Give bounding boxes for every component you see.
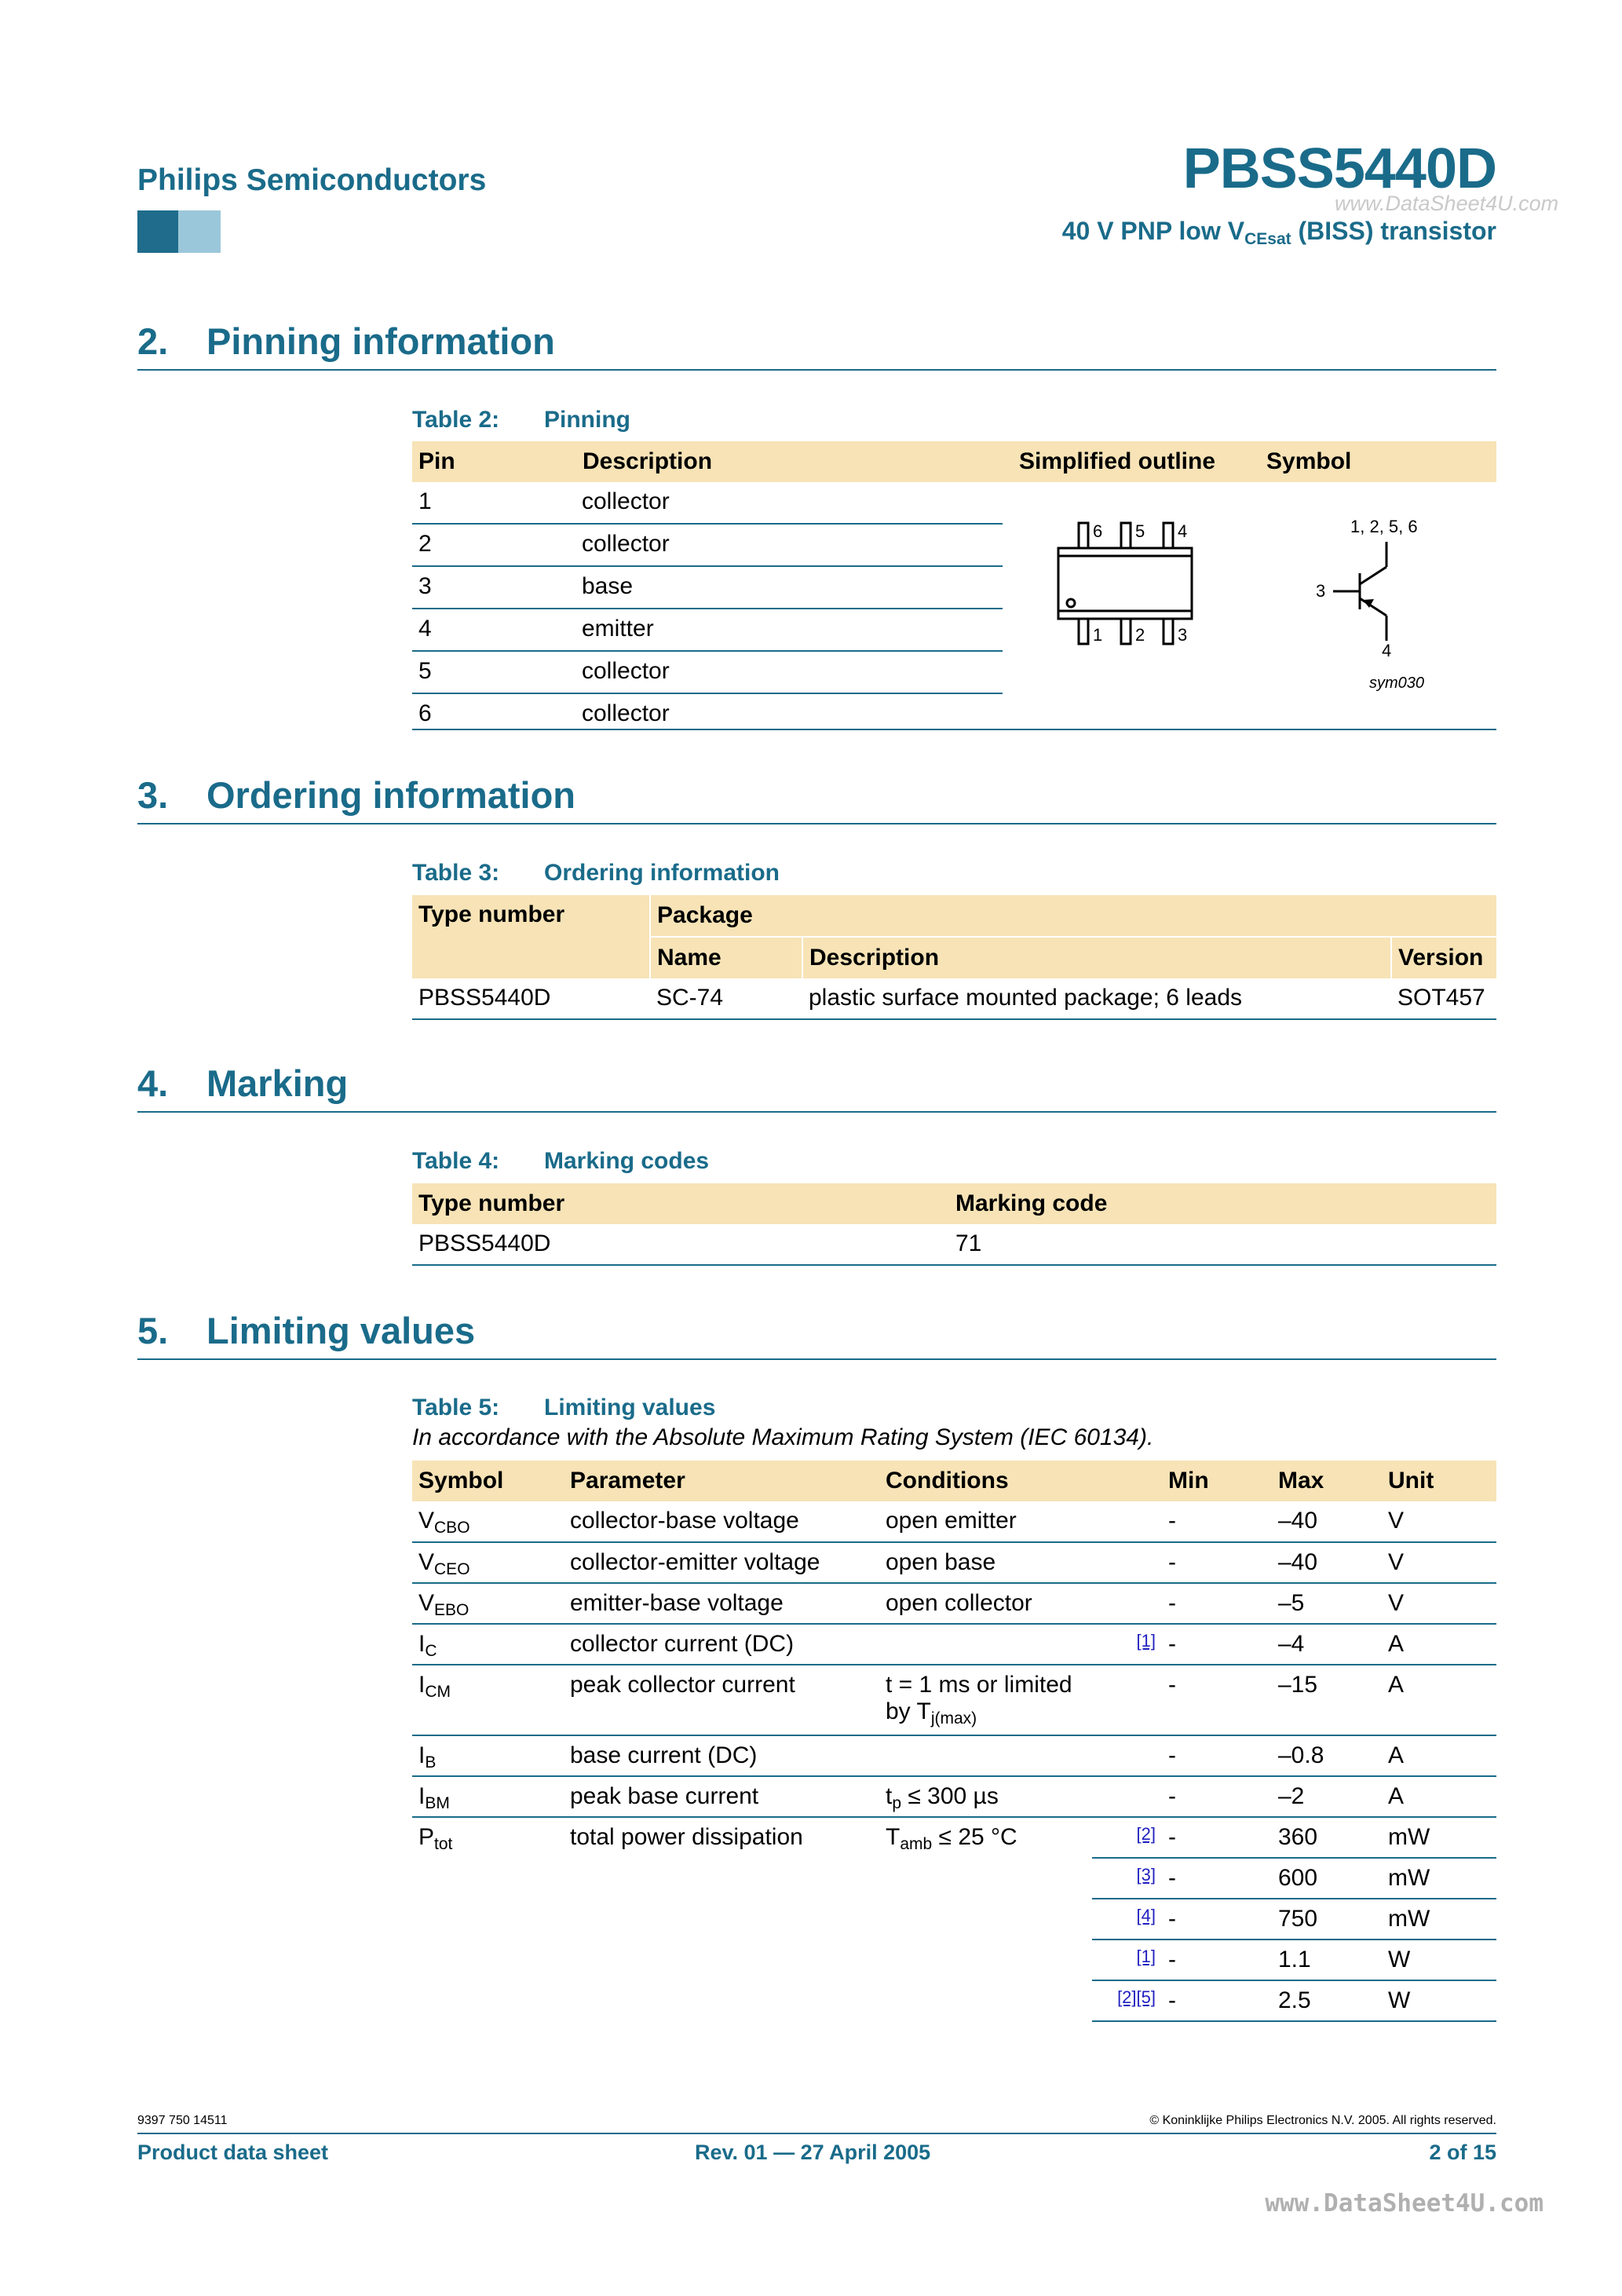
pin-number: 2	[418, 531, 432, 557]
part-number: PBSS5440D	[1182, 137, 1496, 200]
limit-parameter	[564, 1940, 879, 1980]
limit-max: 1.1	[1272, 1940, 1382, 1980]
limit-row	[412, 1817, 1496, 1858]
limit-unit: V	[1382, 1583, 1496, 1624]
footnote-link[interactable]: [1]	[1136, 1947, 1156, 1966]
outline-pin-2: 2	[1135, 625, 1145, 645]
limit-footnote-ref	[1092, 1583, 1162, 1624]
outline-pin-1: 1	[1093, 625, 1103, 645]
limit-symbol	[412, 1858, 564, 1899]
pin-number: 3	[418, 573, 432, 599]
th-lv-max: Max	[1272, 1461, 1382, 1501]
limit-min: -	[1162, 1858, 1272, 1899]
sc74-package-outline	[1044, 510, 1217, 660]
limit-row	[412, 1776, 1496, 1817]
pin-row	[412, 609, 1003, 652]
limit-row	[412, 1542, 1496, 1583]
limit-row	[412, 1665, 1496, 1735]
table5-note: In accordance with the Absolute Maximum Rating System (IEC 60134).	[412, 1424, 1154, 1450]
th-outline: Simplified outline	[1013, 441, 1260, 482]
footnote-link[interactable]: [2]	[1117, 1987, 1137, 2007]
pinning-rows	[412, 482, 1003, 735]
table5-caption: Table 5: Limiting values	[412, 1395, 716, 1420]
limit-symbol: $V_{EBO}$	[412, 1583, 564, 1624]
outline-pin-6: 6	[1093, 521, 1103, 541]
limit-max: 750	[1272, 1899, 1382, 1940]
limit-row	[412, 1899, 1496, 1940]
ordering-table	[412, 895, 1496, 1020]
th-description: Description	[576, 441, 1013, 482]
th-marking-code: Marking code	[949, 1183, 1496, 1224]
limit-min: -	[1162, 1665, 1272, 1735]
symbol-collector-label: 1, 2, 5, 6	[1350, 517, 1418, 536]
watermark-bottom: www.DataSheet4U.com	[1265, 2189, 1543, 2217]
table2-caption: Table 2: Pinning	[412, 407, 630, 433]
limit-footnote-ref	[1092, 1542, 1162, 1583]
section-pinning-heading: 2. Pinning information	[137, 314, 1496, 371]
limit-conditions: $T_{amb} \le 25$ °C	[886, 1824, 1017, 1853]
footnote-link[interactable]: [3]	[1136, 1865, 1156, 1885]
limit-max: –40	[1272, 1501, 1382, 1542]
th-type-number: Type number	[412, 895, 650, 978]
header-block-light	[178, 210, 221, 253]
limit-conditions	[879, 1858, 1092, 1899]
pin-row	[412, 482, 1003, 525]
limit-conditions: open collector	[879, 1583, 1092, 1624]
limit-footnote-ref	[1092, 1776, 1162, 1817]
pinning-table	[412, 441, 1496, 482]
limit-symbol: $I_{BM}$	[412, 1776, 564, 1817]
limit-unit: A	[1382, 1624, 1496, 1665]
limit-symbol: $V_{CEO}$	[412, 1542, 564, 1583]
limit-conditions: open base	[879, 1542, 1092, 1583]
limit-min: -	[1162, 1817, 1272, 1858]
footer-doc-type: Product data sheet	[137, 2141, 329, 2164]
limit-max: 600	[1272, 1858, 1382, 1899]
ordering-type: PBSS5440D	[412, 978, 650, 1019]
limit-conditions: $t_p \le 300$ µs	[879, 1776, 1092, 1817]
ordering-row	[412, 978, 1496, 1019]
limit-conditions	[879, 1735, 1092, 1776]
limit-symbol	[412, 1980, 564, 2021]
limit-min: -	[1162, 1980, 1272, 2021]
limit-footnote-ref	[1092, 1501, 1162, 1542]
section-limiting-heading: 5. Limiting values	[137, 1303, 1496, 1360]
limit-symbol	[412, 1940, 564, 1980]
th-package: Package	[650, 895, 1496, 937]
limit-max: 2.5	[1272, 1980, 1382, 2021]
limit-unit: W	[1382, 1940, 1496, 1980]
th-lv-min: Min	[1162, 1461, 1272, 1501]
th-lv-unit: Unit	[1382, 1461, 1496, 1501]
limit-footnote-ref	[1092, 1858, 1162, 1899]
pin-row	[412, 525, 1003, 567]
pin-row	[412, 567, 1003, 609]
limit-parameter: collector current (DC)	[564, 1624, 879, 1665]
footnote-link[interactable]: [2]	[1136, 1824, 1156, 1844]
limit-symbol: $I_C$	[412, 1624, 564, 1665]
limit-max: –0.8	[1272, 1735, 1382, 1776]
footer-revision: Rev. 01 — 27 April 2005	[695, 2141, 931, 2164]
limit-unit: V	[1382, 1501, 1496, 1542]
ordering-description: plastic surface mounted package; 6 leads	[802, 978, 1391, 1019]
limit-max: –2	[1272, 1776, 1382, 1817]
marking-type: PBSS5440D	[412, 1224, 949, 1265]
limit-min: -	[1162, 1501, 1272, 1542]
limit-min: -	[1162, 1776, 1272, 1817]
pin-description: collector	[582, 488, 670, 514]
limit-parameter: base current (DC)	[564, 1735, 879, 1776]
limit-conditions: open emitter	[879, 1501, 1092, 1542]
limit-conditions	[879, 1940, 1092, 1980]
table4-caption: Table 4: Marking codes	[412, 1148, 710, 1174]
limit-row	[412, 1858, 1496, 1899]
outline-pin-4: 4	[1178, 521, 1188, 541]
limit-unit: A	[1382, 1776, 1496, 1817]
marking-row	[412, 1224, 1496, 1265]
limit-unit: mW	[1382, 1858, 1496, 1899]
pin-description: base	[582, 573, 634, 599]
limit-row	[412, 1940, 1496, 1980]
limit-max: –40	[1272, 1542, 1382, 1583]
pin-number: 5	[418, 658, 432, 684]
limit-footnote-ref	[1092, 1624, 1162, 1665]
limit-symbol: $V_{CBO}$	[412, 1501, 564, 1542]
limit-max: 360	[1272, 1817, 1382, 1858]
limit-max: –4	[1272, 1624, 1382, 1665]
limit-symbol: $I_{CM}$	[412, 1665, 564, 1735]
pin-number: 1	[418, 488, 432, 514]
limit-row	[412, 1980, 1496, 2021]
limit-symbol	[412, 1899, 564, 1940]
footer-rule	[137, 2133, 1496, 2134]
pin-description: emitter	[582, 616, 654, 642]
footnote-link[interactable]: [4]	[1136, 1906, 1156, 1925]
limit-parameter: collector-emitter voltage	[564, 1542, 879, 1583]
marking-code: 71	[949, 1224, 1496, 1265]
limit-max: –5	[1272, 1583, 1382, 1624]
th-marking-type: Type number	[412, 1183, 949, 1224]
limit-symbol: $I_B$	[412, 1735, 564, 1776]
limit-row	[412, 1501, 1496, 1542]
limit-parameter	[564, 1899, 879, 1940]
limit-symbol: $P_{tot}$	[418, 1824, 453, 1853]
limit-parameter: peak collector current	[564, 1665, 879, 1735]
pnp-transistor-symbol	[1303, 510, 1445, 699]
pinning-table-bottom	[412, 729, 1496, 730]
limit-parameter	[564, 1858, 879, 1899]
limit-max: –15	[1272, 1665, 1382, 1735]
limit-unit: mW	[1382, 1899, 1496, 1940]
limit-min: -	[1162, 1940, 1272, 1980]
part-subtitle: 40 V PNP low $V_{CEsat}$ (BISS) transistor	[1061, 217, 1496, 248]
ordering-version: SOT457	[1391, 978, 1496, 1019]
limit-unit: V	[1382, 1542, 1496, 1583]
limit-parameter: peak base current	[564, 1776, 879, 1817]
limit-row	[412, 1735, 1496, 1776]
th-pin: Pin	[412, 441, 576, 482]
limit-footnote-ref	[1092, 1735, 1162, 1776]
limit-footnote-ref	[1092, 1817, 1162, 1858]
limit-unit: A	[1382, 1665, 1496, 1735]
pin-description: collector	[582, 658, 670, 684]
table3-caption: Table 3: Ordering information	[412, 860, 780, 886]
footer-page: 2 of 15	[1429, 2141, 1496, 2164]
limit-footnote-ref	[1092, 1665, 1162, 1735]
outline-pin-3: 3	[1178, 625, 1188, 645]
outline-pin-5: 5	[1135, 521, 1145, 541]
symbol-code: sym030	[1369, 675, 1425, 692]
th-name: Name	[650, 937, 802, 978]
th-lv-parameter: Parameter	[564, 1461, 879, 1501]
limiting-values-table	[412, 1461, 1496, 2022]
limit-min: -	[1162, 1583, 1272, 1624]
limit-min: -	[1162, 1735, 1272, 1776]
symbol-emitter-label: 4	[1382, 641, 1392, 660]
header-block-dark	[137, 210, 178, 253]
th-lv-conditions: Conditions	[879, 1461, 1092, 1501]
limit-row	[412, 1583, 1496, 1624]
watermark-top: www.DataSheet4U.com	[1335, 192, 1559, 215]
limit-min: -	[1162, 1542, 1272, 1583]
limit-parameter: emitter-base voltage	[564, 1583, 879, 1624]
symbol-base-label: 3	[1316, 581, 1326, 601]
footnote-link[interactable]: [1]	[1136, 1631, 1156, 1651]
limit-min: -	[1162, 1624, 1272, 1665]
limit-row	[412, 1624, 1496, 1665]
company-name: Philips Semiconductors	[137, 163, 487, 197]
doc-number: 9397 750 14511	[137, 2114, 228, 2127]
th-version: Version	[1391, 937, 1496, 978]
limit-conditions: t = 1 ms or limited by $T_{j(max)}$	[879, 1665, 1092, 1735]
limit-conditions	[879, 1624, 1092, 1665]
copyright: © Koninklijke Philips Electronics N.V. 2005. All rights reserved.	[1149, 2114, 1496, 2127]
limit-parameter: total power dissipation	[570, 1824, 803, 1850]
section-ordering-heading: 3. Ordering information	[137, 768, 1496, 824]
marking-table	[412, 1183, 1496, 1266]
limit-unit: W	[1382, 1980, 1496, 2021]
limit-conditions	[879, 1980, 1092, 2021]
limit-parameter: collector-base voltage	[564, 1501, 879, 1542]
limit-parameter	[564, 1980, 879, 2021]
th-lv-symbol: Symbol	[412, 1461, 564, 1501]
limit-unit: A	[1382, 1735, 1496, 1776]
th-symbol: Symbol	[1260, 441, 1496, 482]
limit-min: -	[1162, 1899, 1272, 1940]
limit-conditions	[879, 1899, 1092, 1940]
pin-row	[412, 652, 1003, 694]
footnote-link[interactable]: [5]	[1136, 1987, 1156, 2007]
limit-footnote-ref	[1092, 1940, 1162, 1980]
limit-footnote-ref	[1092, 1899, 1162, 1940]
th-pkg-description: Description	[802, 937, 1391, 978]
pin-description: collector	[582, 531, 670, 557]
limit-unit: mW	[1382, 1817, 1496, 1858]
pin-description: collector	[582, 700, 670, 726]
ordering-name: SC-74	[650, 978, 802, 1019]
pin-number: 4	[418, 616, 432, 642]
limit-footnote-ref	[1092, 1980, 1162, 2021]
pin-number: 6	[418, 700, 432, 726]
section-marking-heading: 4. Marking	[137, 1056, 1496, 1113]
